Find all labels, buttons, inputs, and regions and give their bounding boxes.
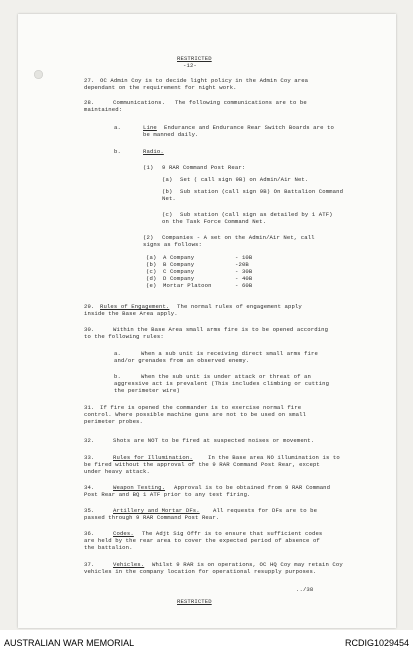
archive-caption-bar <box>0 630 413 654</box>
sub-label: a. <box>114 124 121 131</box>
sub-text: and/or grenades from an observed enemy. <box>114 357 250 364</box>
para-number: 30. <box>84 326 95 333</box>
sub-text: be manned daily. <box>143 131 199 138</box>
para-text: be fired without the approval of the 9 RAR Command Post Rear, except <box>84 461 320 468</box>
classification-footer: RESTRICTED <box>177 598 212 605</box>
para-title: Communications. <box>113 99 166 106</box>
para-text: vehicles in the company location for operational resupply purposes. <box>84 568 317 575</box>
sub-text: Set ( call sign 9B) on Admin/Air Net. <box>180 176 309 183</box>
para-text: passed through 9 RAR Command Post Rear. <box>84 514 220 521</box>
sub-label: b. <box>114 373 121 380</box>
callsign-unit: D Company <box>163 275 195 282</box>
para-text: Whilst 9 RAR is on operations, OC HQ Coy may retain Coy <box>152 561 343 568</box>
para-title: Rules of Engagement. <box>100 303 170 310</box>
para-text: If fire is opened the commander is to exercise normal fire <box>100 404 302 411</box>
punch-hole <box>34 70 43 79</box>
callsign-label: (b) <box>146 261 157 268</box>
para-text: OC Admin Coy is to decide light policy in the Admin Coy area <box>100 77 309 84</box>
sub-title: Line <box>143 124 157 131</box>
callsign-value: -20B <box>235 261 249 268</box>
sub-label: a. <box>114 350 121 357</box>
continuation-marker: ../38 <box>296 586 314 593</box>
para-text: inside the Base Area apply. <box>84 310 178 317</box>
sub-text: on the Task Force Command Net. <box>162 218 267 225</box>
para-text: dependant on the requirement for night work. <box>84 84 237 91</box>
para-text: perimeter probes. <box>84 418 143 425</box>
callsign-value: - 40B <box>235 275 253 282</box>
sub-label: b. <box>114 148 121 155</box>
sub-text: Sub station (call sign 9B) On Battalion Command <box>180 188 344 195</box>
sub-label: (1) <box>143 164 154 171</box>
callsign-label: (e) <box>146 282 157 289</box>
sub-text: Endurance and Endurance Rear Switch Boards are to <box>164 124 334 131</box>
para-number: 37. <box>84 561 95 568</box>
para-text: The normal rules of engagement apply <box>177 303 302 310</box>
para-title: Artillery and Mortar DFs. <box>113 507 200 514</box>
sub-text: When a sub unit is receiving direct small arms fire <box>141 350 318 357</box>
para-number: 36. <box>84 530 95 537</box>
para-title: Rules for Illumination. <box>113 454 193 461</box>
para-text: Shots are NOT to be fired at suspected noises or movement. <box>113 437 315 444</box>
sub-text: aggressive act is prevalent (This includes climbing or cutting <box>114 380 330 387</box>
callsign-value: - 10B <box>235 254 253 261</box>
para-number: 31. <box>84 404 95 411</box>
callsign-unit: C Company <box>163 268 195 275</box>
para-title: Codes. <box>113 530 134 537</box>
para-title: Vehicles. <box>113 561 145 568</box>
para-number: 34. <box>84 484 95 491</box>
archive-record-id: RCDIG1029454 <box>344 638 409 648</box>
callsign-label: (c) <box>146 268 157 275</box>
sub-label: (b) <box>162 188 173 195</box>
para-number: 29. <box>84 303 95 310</box>
para-number: 27. <box>84 77 95 84</box>
para-text: under heavy attack. <box>84 468 150 475</box>
sub-label: (c) <box>162 211 173 218</box>
para-text: control. Where possible machine guns are not to be used on small <box>84 411 307 418</box>
para-text: Approval is to be obtained from 9 RAR Command <box>174 484 331 491</box>
page-number: -12- <box>183 62 197 69</box>
classification-header: RESTRICTED <box>177 55 212 62</box>
callsign-value: - 30B <box>235 268 253 275</box>
callsign-label: (a) <box>146 254 157 261</box>
sub-text: 9 RAR Command Post Rear: <box>162 164 246 171</box>
para-number: 28. <box>84 99 95 106</box>
sub-label: (a) <box>162 176 173 183</box>
para-text: All requests for DFs are to be <box>213 507 318 514</box>
para-text: The following communications are to be <box>175 99 307 106</box>
para-text: Within the Base Area small arms fire is to be opened according <box>113 326 329 333</box>
para-text: The Adjt Sig Offr is to ensure that sufficient codes <box>142 530 323 537</box>
sub-text: Companies - A set on the Admin/Air Net, call <box>162 234 315 241</box>
sub-text: Net. <box>162 195 176 202</box>
callsign-value: - 60B <box>235 282 253 289</box>
sub-label: (2) <box>143 234 154 241</box>
sub-title: Radio. <box>143 148 164 155</box>
para-number: 35. <box>84 507 95 514</box>
callsign-unit: A Company <box>163 254 195 261</box>
sub-text: When the sub unit is under attack or threat of an <box>141 373 311 380</box>
para-text: In the Base area NO illumination is to <box>208 454 340 461</box>
para-text: to the following rules: <box>84 333 164 340</box>
para-text: are held by the rear area to cover the expected period of absence of <box>84 537 320 544</box>
para-number: 33. <box>84 454 95 461</box>
callsign-label: (d) <box>146 275 157 282</box>
sub-text: signs as follows: <box>143 241 202 248</box>
para-text: maintained: <box>84 106 123 113</box>
callsign-unit: B Company <box>163 261 195 268</box>
archive-name: AUSTRALIAN WAR MEMORIAL <box>4 638 135 648</box>
para-title: Weapon Testing. <box>113 484 166 491</box>
para-number: 32. <box>84 437 95 444</box>
sub-text: the perimeter wire) <box>114 387 180 394</box>
para-text: the battalion. <box>84 544 133 551</box>
sub-text: Sub station (call sign as detailed by 1 ATF) <box>180 211 333 218</box>
callsign-unit: Mortar Platoon <box>163 282 212 289</box>
para-text: Post Rear and BQ 1 ATF prior to any test firing. <box>84 491 251 498</box>
